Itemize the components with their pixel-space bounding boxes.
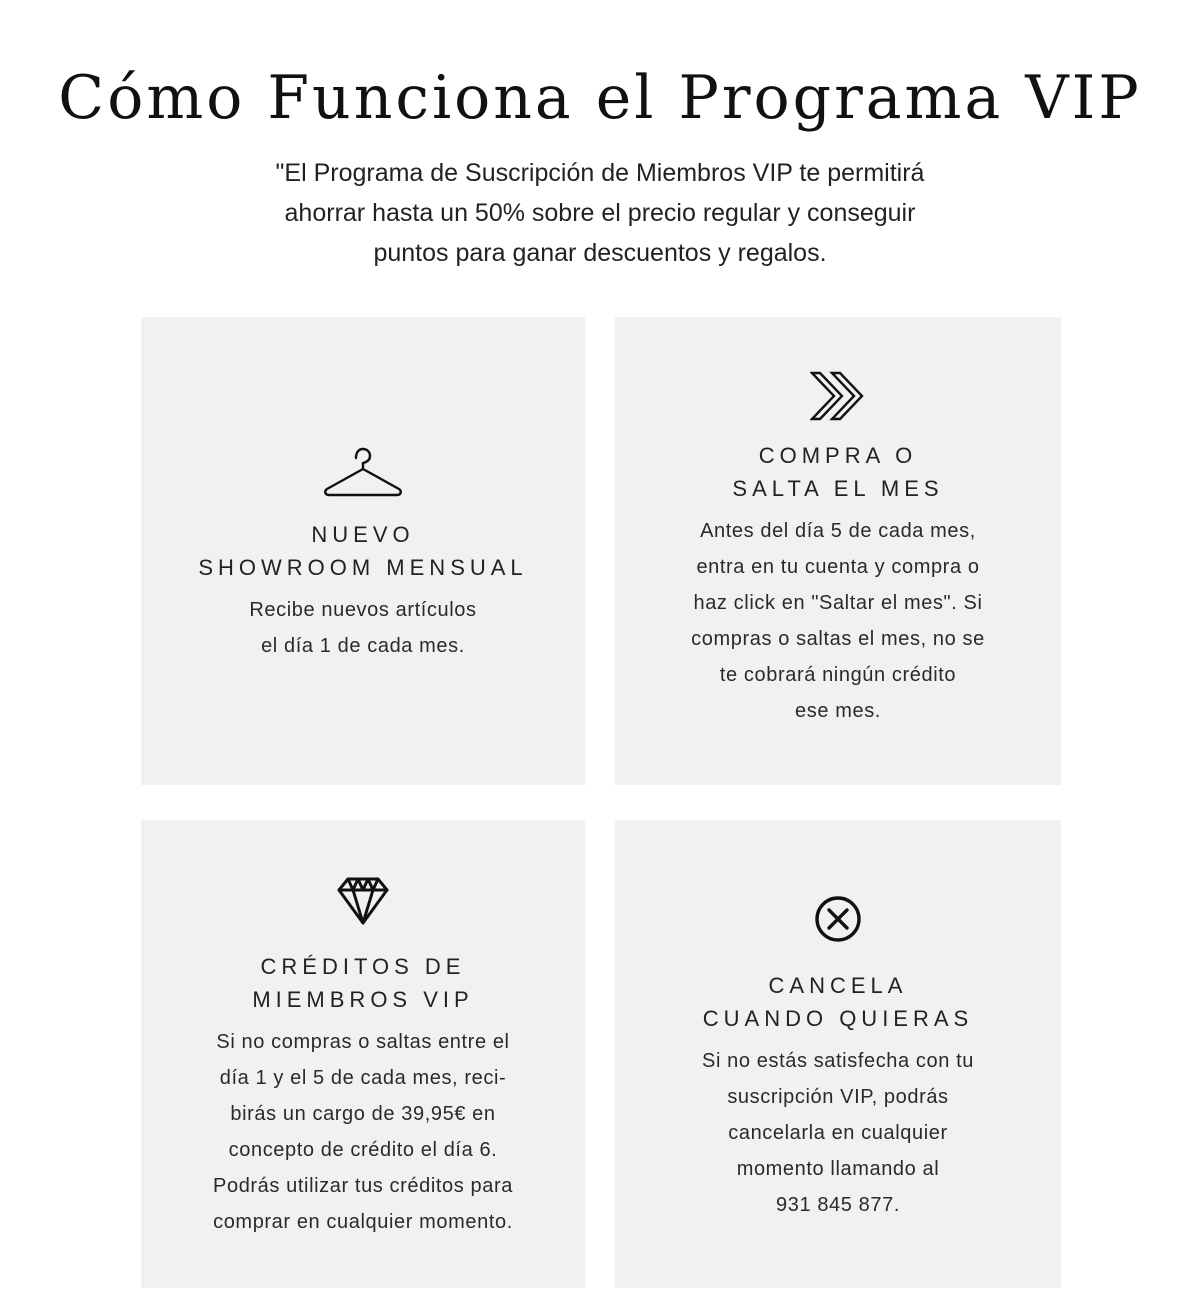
card-heading [141,950,585,1016]
card-description-line: Podrás utilizar tus créditos para [213,1175,513,1197]
card-description-line: compras o saltas el mes, no se [691,628,985,650]
card-heading-line: SALTA EL MES [732,476,944,501]
intro-text [210,153,990,273]
card-description-line: el día 1 de cada mes. [261,635,465,657]
card-description-line: Si no compras o saltas entre el [216,1031,510,1053]
card-description-line: ese mes. [795,700,881,722]
card-description-line: concepto de crédito el día 6. [228,1139,498,1161]
card-description [615,513,1061,729]
card-description-line: te cobrará ningún crédito [719,664,957,686]
card-description [615,1043,1061,1223]
double-chevron-right-icon [615,370,1061,422]
diamond-icon [141,876,585,926]
card-description-line: birás un cargo de 39,95€ en [230,1103,496,1125]
card-description-line: haz click en "Saltar el mes". Si [693,592,983,614]
circle-x-icon [615,895,1061,943]
card-description-line: día 1 y el 5 de cada mes, reci- [219,1067,507,1089]
card-description-line: Antes del día 5 de cada mes, [700,520,976,542]
intro-line: "El Programa de Suscripción de Miembros VIP te permitirá [275,159,925,187]
card-new-showroom [141,317,585,785]
card-heading-line: NUEVO [311,522,415,547]
card-description-line: Recibe nuevos artículos [249,599,477,621]
card-heading [615,439,1061,505]
intro-line: ahorrar hasta un 50% sobre el precio regular y conseguir [284,199,916,227]
card-heading-line: CUANDO QUIERAS [702,1006,974,1031]
card-description-line: 931 845 877. [776,1194,900,1216]
card-description-line: cancelarla en cualquier [728,1122,948,1144]
card-buy-or-skip [615,317,1061,785]
card-heading-line: MIEMBROS VIP [252,987,474,1012]
card-heading [141,518,585,584]
card-heading [615,969,1061,1035]
card-description [141,592,585,664]
card-description-line: momento llamando al [736,1158,940,1180]
card-heading-line: CANCELA [768,973,908,998]
hanger-icon [141,447,585,499]
card-description-line: Si no estás satisfecha con tu [702,1050,974,1072]
card-heading-line: SHOWROOM MENSUAL [198,555,528,580]
card-description-line: suscripción VIP, podrás [727,1086,949,1108]
page-title: Cómo Funciona el Programa VIP [58,63,1142,133]
card-vip-credits [141,820,585,1288]
card-description-line: entra en tu cuenta y compra o [696,556,980,578]
card-cancel-anytime [615,820,1061,1288]
card-heading-line: COMPRA O [758,443,918,468]
card-description-line: comprar en cualquier momento. [213,1211,513,1233]
intro-line: puntos para ganar descuentos y regalos. [373,239,827,267]
card-description [141,1024,585,1240]
card-heading-line: CRÉDITOS DE [260,954,466,979]
